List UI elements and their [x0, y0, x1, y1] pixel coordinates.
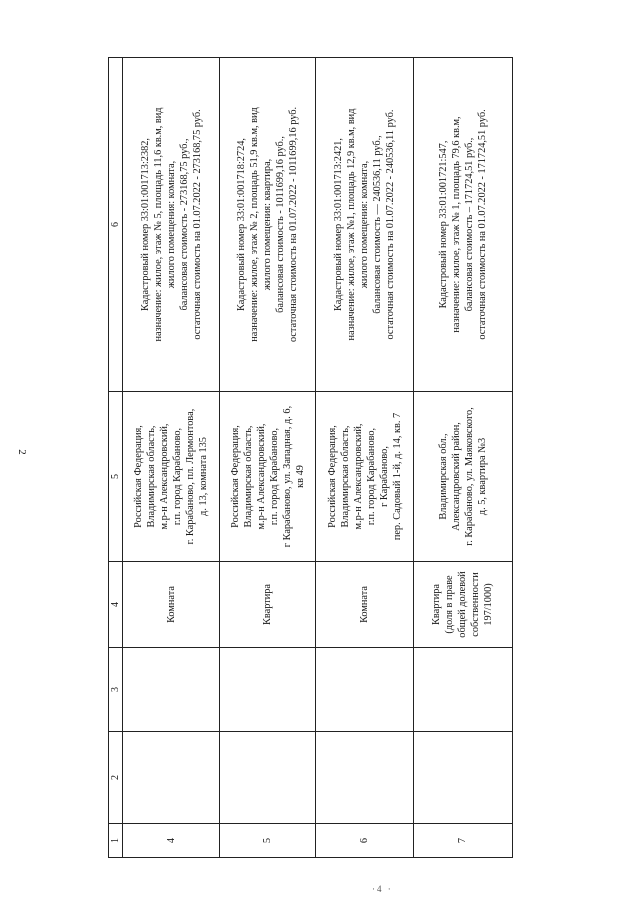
address-line: Владимирская область,: [146, 425, 158, 528]
property-address: [413, 392, 512, 562]
property-type: [123, 562, 220, 648]
description-line: Кадастровый номер 33:01:001718:2724,: [236, 138, 248, 311]
address-line: г.п. город Карабаново,: [365, 427, 377, 526]
description-line: Кадастровый номер 33:01:001713:2382,: [139, 138, 151, 311]
address-line: г. Карабаново, пл. Лермонтова,: [185, 408, 197, 545]
address-line: г Карабаново, ул. Западная, д. 6,: [281, 405, 293, 548]
table-row: [123, 58, 220, 858]
rotated-page-content: [108, 58, 513, 858]
row-col-3: [413, 648, 512, 732]
description-line: балансовая стоимость — 240536,11 руб.,: [372, 135, 384, 314]
row-number: 7: [413, 824, 512, 858]
address-line: г Карабаново,: [378, 446, 390, 507]
property-type: [220, 562, 316, 648]
address-line: г.п. город Карабаново,: [172, 427, 184, 526]
address-line: Российская Федерация,: [229, 425, 241, 528]
property-address: [220, 392, 316, 562]
property-description: [220, 58, 316, 392]
row-number: 4: [123, 824, 220, 858]
property-description: [123, 58, 220, 392]
header-col-6: 6: [109, 58, 123, 392]
description-line: назначение: жилое, этаж №1, площадь 12,9 кв.м, вид: [346, 108, 358, 341]
address-line: м.р-н Александровский,: [159, 423, 171, 530]
page-number: 2: [16, 449, 28, 455]
property-type-line: общей долевой: [457, 571, 469, 638]
row-col-3: [316, 648, 413, 732]
description-line: балансовая стоимость - 1011699,16 руб.,: [275, 136, 287, 313]
property-type-line: Комната: [165, 586, 177, 623]
address-line: Владимирская область,: [339, 425, 351, 528]
row-col-2: [413, 732, 512, 824]
property-address: [123, 392, 220, 562]
description-line: балансовая стоимость - 273168,75 руб.,: [178, 138, 190, 311]
address-line: Владимирская обл.,: [437, 433, 449, 520]
property-description: [316, 58, 413, 392]
description-line: балансовая стоимость – 171724,51 руб.,: [463, 137, 475, 312]
header-col-5: 5: [109, 392, 123, 562]
property-type-line: (доля в праве: [444, 575, 456, 634]
header-col-2: 2: [109, 732, 123, 824]
description-line: назначение: жилое, этаж № 2, площадь 51,9 кв.м, вид: [249, 107, 261, 342]
header-col-4: 4: [109, 562, 123, 648]
address-line: кв 49: [294, 465, 306, 488]
property-type-line: 197/1000): [483, 583, 495, 626]
property-description: [413, 58, 512, 392]
description-line: остаточная стоимость на 01.07.2022 - 171724,51 руб.: [476, 109, 488, 340]
address-line: д. 5, квартира №3: [476, 437, 488, 516]
row-col-3: [220, 648, 316, 732]
description-line: остаточная стоимость на 01.07.2022 - 1011699,16 руб.: [288, 106, 300, 343]
header-col-3: 3: [109, 648, 123, 732]
row-col-2: [316, 732, 413, 824]
description-line: назначение: жилое, этаж № 1, площадь 79,6 кв.м,: [450, 116, 462, 333]
table-row: [220, 58, 316, 858]
description-line: остаточная стоимость на 01.07.2022 - 273168,75 руб.: [191, 109, 203, 340]
property-type-line: Квартира: [262, 584, 274, 625]
address-line: Владимирская область,: [242, 425, 254, 528]
address-line: г. Карабаново, ул. Маяковского,: [463, 407, 475, 546]
row-col-3: [123, 648, 220, 732]
address-line: Александровский район,: [450, 422, 462, 531]
header-col-1: 1: [109, 824, 123, 858]
property-table: [108, 57, 513, 858]
address-line: Российская Федерация,: [326, 425, 338, 528]
table-row: [413, 58, 512, 858]
description-line: жилого помещения: квартира,: [262, 158, 274, 291]
address-line: Российская Федерация,: [133, 425, 145, 528]
property-type-line: Комната: [359, 586, 371, 623]
row-number: 6: [316, 824, 413, 858]
address-line: м.р-н Александровский,: [352, 423, 364, 530]
property-type: [316, 562, 413, 648]
address-line: м.р-н Александровский,: [255, 423, 267, 530]
description-line: Кадастровый номер 33:01:001721:547,: [437, 140, 449, 309]
address-line: пер. Садовый 1-й, д. 14, кв. 7: [391, 412, 403, 541]
table-row: [316, 58, 413, 858]
property-type-line: Квартира: [431, 584, 443, 625]
property-type: [413, 562, 512, 648]
description-line: назначение: жилое, этаж № 5, площадь 11,6 кв.м, вид: [152, 107, 164, 342]
row-col-2: [220, 732, 316, 824]
address-line: д. 13, комната 135: [198, 437, 210, 516]
row-col-2: [123, 732, 220, 824]
stray-mark: ·4 ·: [372, 884, 393, 894]
description-line: жилого помещения: комната,: [165, 160, 177, 289]
property-type-line: собственности: [470, 572, 482, 637]
property-address: [316, 392, 413, 562]
description-line: Кадастровый номер 33:01:001713:2421,: [333, 138, 345, 311]
address-line: г.п. город Карабаново,: [268, 427, 280, 526]
header-row: [109, 58, 123, 858]
description-line: жилого помещения: комната,: [359, 160, 371, 289]
description-line: остаточная стоимость на 01.07.2022 - 240536,11 руб.: [385, 109, 397, 340]
row-number: 5: [220, 824, 316, 858]
